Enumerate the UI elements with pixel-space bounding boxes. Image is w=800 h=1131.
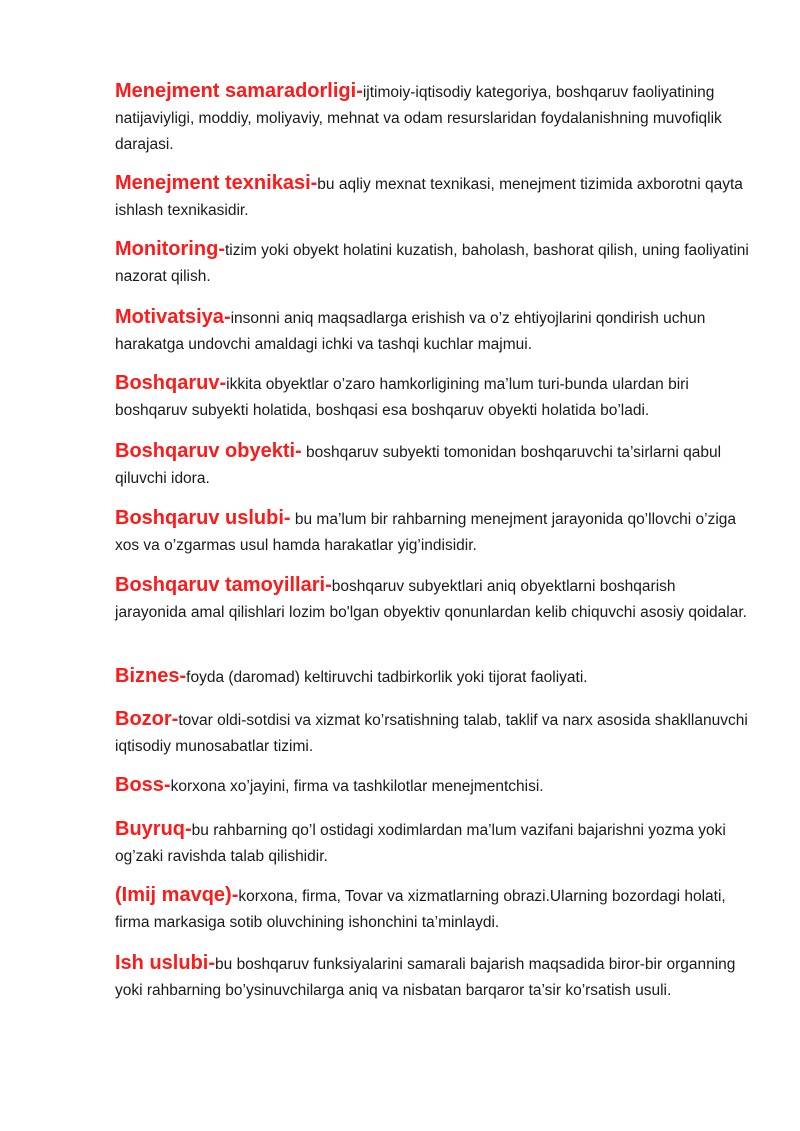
glossary-entry-biznes <box>115 663 750 691</box>
term-definition: tovar oldi-sotdisi va xizmat ko’rsatishning talab, taklif va narx asosida shakllanuvchi iqtisodiy munosabatlar tizimi. <box>115 712 748 755</box>
term-separator: - <box>163 774 171 796</box>
term-separator: - <box>219 372 227 394</box>
glossary-entry-menejment-texnikasi <box>115 170 750 224</box>
term-definition: tizim yoki obyekt holatini kuzatish, baholash, bashorat qilish, uning faoliyatini nazorat qilish. <box>115 242 749 285</box>
term-definition: bu boshqaruv funksiyalarini samarali bajarish maqsadida biror-bir organning yoki rahbarning bo’ysinuvchilarga aniq va nisbatan barqaror ta’sir ko’rsatish usuli. <box>115 956 736 999</box>
glossary-entry-buyruq <box>115 816 750 870</box>
term-separator: - <box>179 665 187 687</box>
term-separator: - <box>356 80 363 102</box>
term-label: Monitoring <box>115 238 219 260</box>
term-separator: - <box>223 306 231 328</box>
term-label: Boss <box>115 774 164 796</box>
term-label: Menejment samaradorligi <box>115 80 357 102</box>
term-definition: bu aqliy mexnat texnikasi, menejment tizimida axborotni qayta ishlash texnikasidir. <box>115 176 743 219</box>
term-separator: - <box>185 818 192 840</box>
term-definition: korxona xo’jayini, firma va tashkilotlar menejmentchisi. <box>170 778 544 795</box>
term-label: Ish uslubi <box>115 952 209 974</box>
term-separator: - <box>325 574 332 596</box>
term-label: Biznes <box>115 665 180 687</box>
term-label: Menejment texnikasi <box>115 172 311 194</box>
term-separator: - <box>310 172 318 194</box>
glossary-entry-imij-mavqe <box>115 882 750 936</box>
glossary-entry-motivatsiya <box>115 304 750 358</box>
term-label: (Imij mavqe) <box>115 884 232 906</box>
glossary-entry-boss <box>115 772 750 800</box>
term-label: Boshqaruv tamoyillari <box>115 574 326 596</box>
glossary-entry-menejment-samaradorligi <box>115 78 750 158</box>
term-definition: boshqaruv subyektlari aniq obyektlarni boshqarish jarayonida amal qilishlari lozim bo'lgan obyektiv qonunlardan kelib chiquvchi asosiy qoidalar. <box>115 578 747 621</box>
term-separator: - <box>283 507 291 529</box>
glossary-entry-boshqaruv-obyekti <box>115 438 750 492</box>
term-label: Buyruq <box>115 818 185 840</box>
term-definition: boshqaruv subyekti tomonidan boshqaruvchi ta’sirlarni qabul qiluvchi idora. <box>115 444 722 487</box>
term-separator: - <box>295 440 302 462</box>
term-definition: bu ma’lum bir rahbarning menejment jarayonida qo’llovchi o’ziga xos va o’zgarmas usul hamda harakatlar yig’indisidir. <box>115 511 737 554</box>
glossary-entry-bozor <box>115 706 750 760</box>
glossary-entry-boshqaruv-uslubi <box>115 505 750 559</box>
glossary-entry-ish-uslubi <box>115 950 750 1004</box>
term-definition: ikkita obyektlar o’zaro hamkorligining ma’lum turi-bunda ulardan biri boshqaruv subyekti holatida, boshqasi esa boshqaruv obyekti holatida bo’ladi. <box>115 376 689 419</box>
term-definition: foyda (daromad) keltiruvchi tadbirkorlik yoki tijorat faoliyati. <box>186 669 588 686</box>
glossary-entry-monitoring <box>115 236 750 290</box>
term-definition: insonni aniq maqsadlarga erishish va o’z ehtiyojlarini qondirish uchun harakatga undovchi amaldagi ichki va tashqi kuchlar majmui. <box>115 310 706 353</box>
term-separator: - <box>208 952 216 974</box>
term-label: Boshqaruv <box>115 372 220 394</box>
glossary-entry-boshqaruv <box>115 370 750 424</box>
term-label: Boshqaruv obyekti <box>115 440 296 462</box>
term-separator: - <box>171 708 179 730</box>
term-label: Bozor <box>115 708 172 730</box>
term-definition: bu rahbarning qo’l ostidagi xodimlardan ma’lum vazifani bajarishni yozma yoki og’zaki ravishda talab qilishidir. <box>115 822 726 865</box>
term-label: Boshqaruv uslubi <box>115 507 284 529</box>
glossary-entry-boshqaruv-tamoyillari <box>115 572 750 626</box>
term-definition: ijtimoiy-iqtisodiy kategoriya, boshqaruv faoliyatining natijaviyligi, moddiy, moliyaviy, mehnat va odam resurslaridan foydalanishning muvofiqlik darajasi. <box>115 84 722 153</box>
term-definition: korxona, firma, Tovar va xizmatlarning obrazi.Ularning bozordagi holati, firma markasiga sotib oluvchining ishonchini ta’minlaydi. <box>115 888 726 931</box>
term-separator: - <box>231 884 239 906</box>
term-label: Motivatsiya <box>115 306 224 328</box>
term-separator: - <box>218 238 225 260</box>
